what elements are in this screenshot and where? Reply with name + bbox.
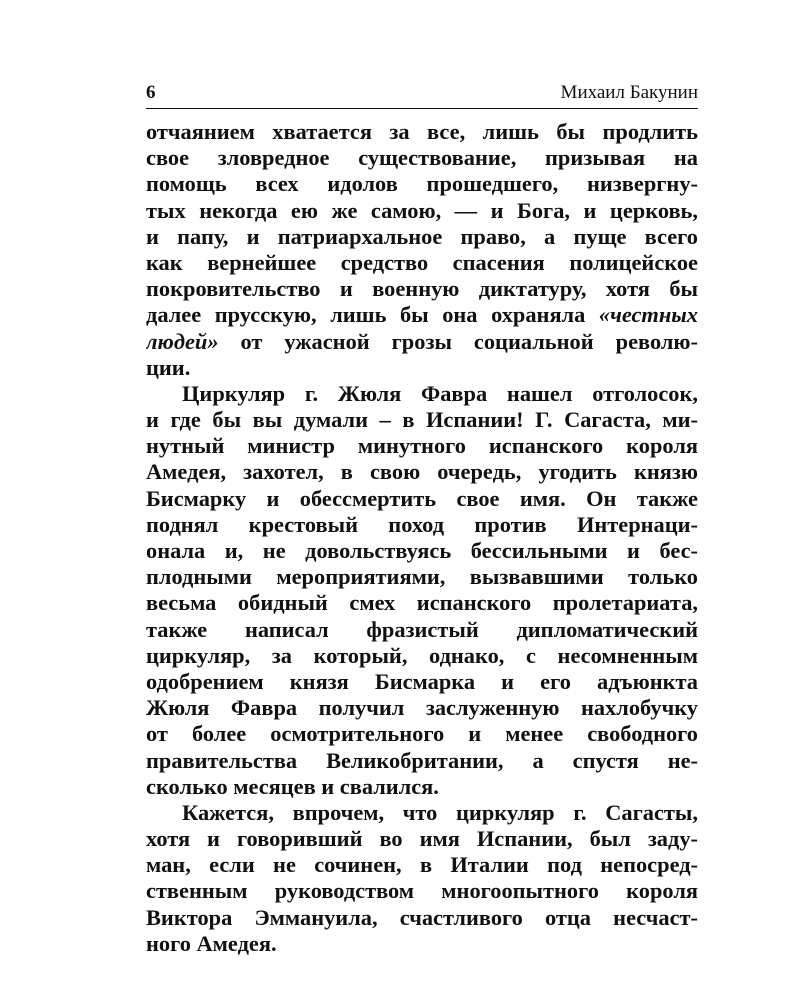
text-line: ции. bbox=[146, 354, 191, 380]
text-line: ственным руководством многоопытного короля bbox=[146, 878, 698, 904]
running-header-author: Михаил Бакунин bbox=[560, 82, 698, 103]
text-line: нутный министр минутного испанского короля bbox=[146, 433, 698, 459]
text-line: одобрением князя Бисмарка и его адъюнкта bbox=[146, 668, 698, 694]
book-page bbox=[146, 78, 698, 957]
text-line: как вернейшее средство спасения полицейское bbox=[146, 249, 698, 275]
text-line: ного Амедея. bbox=[146, 930, 277, 956]
text-line: и где бы вы думали – в Испании! Г. Сагаста, ми- bbox=[146, 407, 698, 433]
text-line: Амедея, захотел, в свою очередь, угодить князю bbox=[146, 459, 698, 485]
text-line: поднял крестовый поход против Интернаци- bbox=[146, 511, 698, 537]
paragraph-2 bbox=[146, 381, 698, 800]
text-line: также написал фразистый дипломатический bbox=[146, 616, 698, 642]
quoted-phrase: «честных bbox=[598, 302, 698, 328]
text-line: Кажется, впрочем, что циркуляр г. Сагасты, bbox=[182, 799, 698, 825]
text-line bbox=[146, 329, 698, 355]
paragraph-1 bbox=[146, 119, 698, 381]
text-line: отчаянием хватается за все, лишь бы продлить bbox=[146, 119, 698, 144]
text-line: сколько месяцев и свалился. bbox=[146, 773, 439, 799]
page-number: 6 bbox=[146, 82, 156, 103]
text-line: помощь всех идолов прошедшего, низвергну- bbox=[146, 171, 698, 197]
text-fragment: далее прусскую, лишь бы она охраняла bbox=[146, 302, 599, 328]
text-fragment: от ужасной грозы социальной револю- bbox=[218, 328, 698, 354]
text-line: свое зловредное существование, призывая на bbox=[146, 145, 698, 171]
text-line: Виктора Эммануила, счастливого отца несчаст- bbox=[146, 904, 698, 930]
text-line: Бисмарку и обессмертить свое имя. Он также bbox=[146, 485, 698, 511]
text-line: онала и, не довольствуясь бессильными и бес- bbox=[146, 538, 698, 563]
running-header bbox=[146, 78, 698, 109]
text-line: циркуляр, за который, однако, с несомненным bbox=[146, 642, 698, 668]
text-line: Циркуляр г. Жюля Фавра нашел отголосок, bbox=[182, 380, 698, 406]
text-line: хотя и говоривший во имя Испании, был заду- bbox=[146, 826, 698, 852]
paragraph-3 bbox=[146, 800, 698, 957]
body-text bbox=[146, 119, 698, 957]
text-line: ман, если не сочинен, в Италии под непосред- bbox=[146, 852, 698, 878]
text-line: Жюля Фавра получил заслуженную нахлобучку bbox=[146, 695, 698, 721]
text-line: тых некогда ею же самою, — и Бога, и церковь, bbox=[146, 197, 698, 223]
text-line: весьма обидный смех испанского пролетариата, bbox=[146, 590, 698, 616]
text-line: и папу, и патриархальное право, а пуще всего bbox=[146, 223, 698, 249]
text-line: плодными мероприятиями, вызвавшими только bbox=[146, 564, 698, 590]
text-line bbox=[146, 302, 698, 328]
quoted-phrase: людей» bbox=[146, 328, 219, 354]
text-line: от более осмотрительного и менее свободного bbox=[146, 721, 698, 747]
text-line: правительства Великобритании, а спустя не- bbox=[146, 747, 698, 773]
text-line: покровительство и военную диктатуру, хотя бы bbox=[146, 276, 698, 302]
